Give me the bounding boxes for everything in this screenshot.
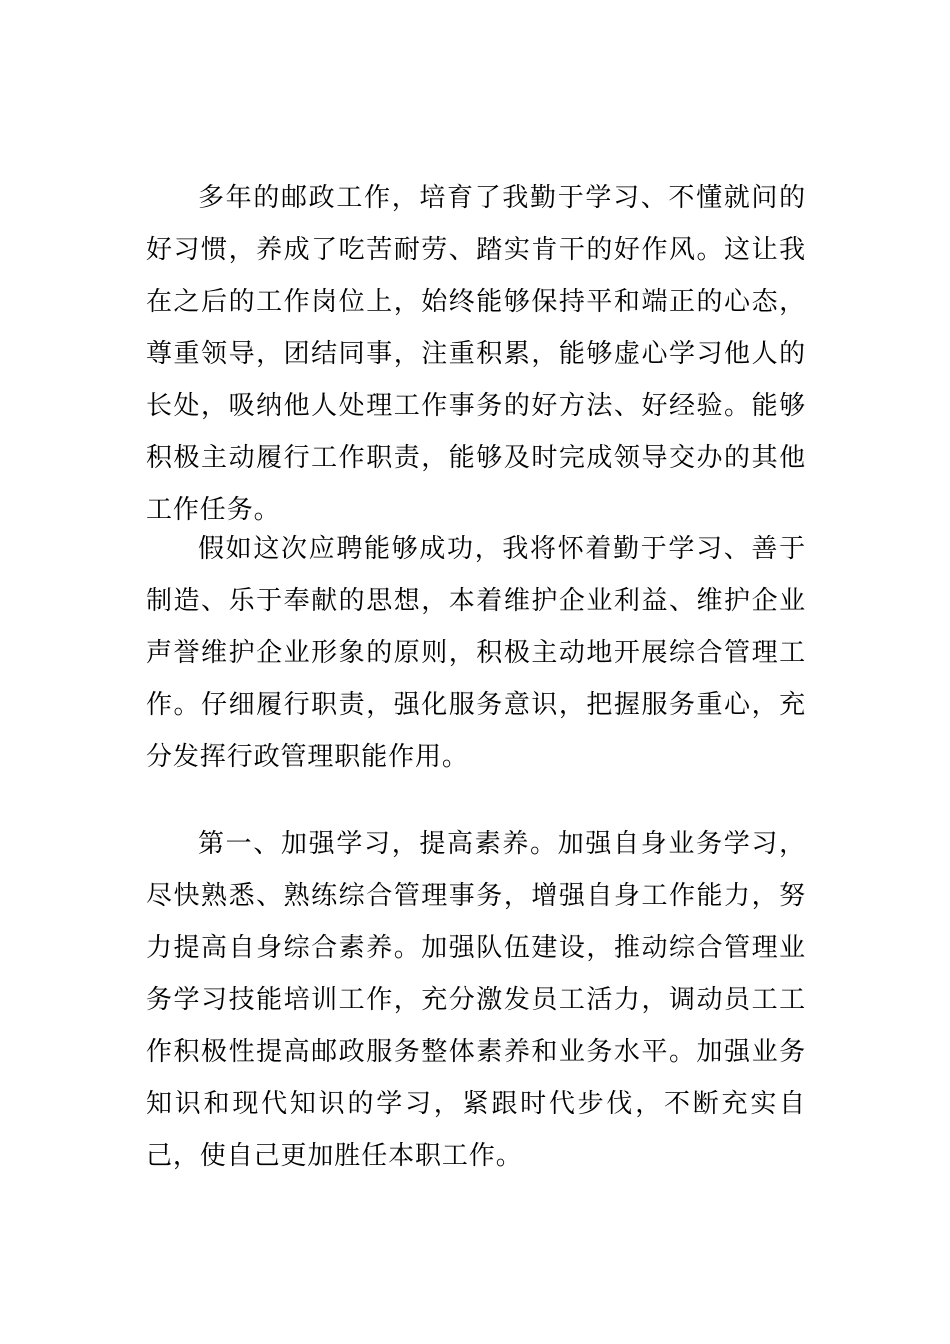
paragraph-postal-experience: 多年的邮政工作，培育了我勤于学习、不懂就问的好习惯，养成了吃苦耐劳、踏实肯干的好作风。这让我在之后的工作岗位上，始终能够保持平和端正的心态，尊重领导，团结同事，注重积累，能够虚心学习他人的长处，吸纳他人处理工作事务的好方法、好经验。能够积极主动履行工作职责，能够及时完成领导交办的其他工作任务。 (146, 183, 806, 525)
paragraph-first-point-study: 第一、加强学习，提高素养。加强自身业务学习，尽快熟悉、熟练综合管理事务，增强自身工作能力，努力提高自身综合素养。加强队伍建设，推动综合管理业务学习技能培训工作，充分激发员工活力，调动员工工作积极性提高邮政服务整体素养和业务水平。加强业务知识和现代知识的学习，紧跟时代步伐，不断充实自己，使自己更加胜任本职工作。 (146, 829, 806, 1171)
paragraph-application-intent: 假如这次应聘能够成功，我将怀着勤于学习、善于制造、乐于奉献的思想，本着维护企业利益、维护企业声誉维护企业形象的原则，积极主动地开展综合管理工作。仔细履行职责，强化服务意识，把握服务重心，充分发挥行政管理职能作用。 (146, 534, 806, 772)
